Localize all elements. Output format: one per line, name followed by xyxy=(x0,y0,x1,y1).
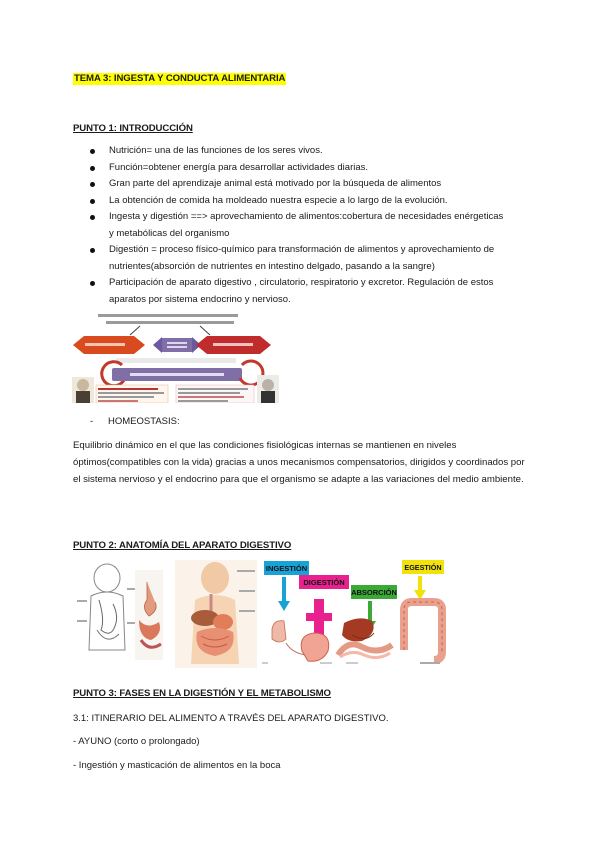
list-item: Gran parte del aprendizaje animal está motivado por la búsqueda de alimentos xyxy=(88,176,508,193)
line-ayuno: - AYUNO (corto o prolongado) xyxy=(73,736,200,747)
list-item: Ingesta y digestión ==> aprovechamiento de alimentos:cobertura de necesidades enérgeticas y metabólicas del organismo xyxy=(88,209,508,242)
subheading-itinerario: 3.1: ITINERARIO DEL ALIMENTO A TRAVÉS DEL APARATO DIGESTIVO. xyxy=(73,713,389,724)
intro-bullet-list xyxy=(88,143,508,308)
section-heading-fases: PUNTO 3: FASES EN LA DIGESTIÓN Y EL METABOLISMO xyxy=(73,688,331,699)
regulation-diagram-image xyxy=(70,311,282,403)
large-intestine-image xyxy=(398,560,448,668)
homeostasis-label: HOMEOSTASIS: xyxy=(108,416,180,427)
stage-egestion-label: EGESTIÓN xyxy=(404,563,442,572)
list-item: Participación de aparato digestivo , circulatorio, respiratorio y excretor. Regulación de estos aparatos por sistema endocrino y nervioso. xyxy=(88,275,508,308)
stage-digestion-label: DIGESTIÓN xyxy=(303,578,345,587)
list-item: Digestión = proceso físico-químico para transformación de alimentos y aprovechamiento de nutrientes(absorción de nutrientes en intestino delgado, pasando a la sangre) xyxy=(88,242,508,275)
list-item: Función=obtener energía para desarrollar actividades diarias. xyxy=(88,160,508,177)
regulation-diagram-figure xyxy=(70,311,282,403)
stage-absorption-label: ABSORCIÓN xyxy=(351,588,397,597)
list-item: Nutrición= una de las funciones de los seres vivos. xyxy=(88,143,508,160)
section-heading-introduccion: PUNTO 1: INTRODUCCIÓN xyxy=(73,123,193,134)
line-ingestion: - Ingestión y masticación de alimentos en la boca xyxy=(73,760,281,771)
page-title: TEMA 3: INGESTA Y CONDUCTA ALIMENTARIA xyxy=(74,73,286,84)
homeostasis-definition: Equilibrio dinámico en el que las condiciones fisiológicas internas se mantienen en niveles óptimos(compatibles con la vida) gracias a unos mecanismos compensatorios, dirigidos y coordinados por el sistema nervioso y el endocrino para que el organismo se adapte a las variaciones del medio ambiente. xyxy=(73,440,525,485)
digestive-anatomy-image xyxy=(77,560,257,668)
section-heading-anatomia: PUNTO 2: ANATOMÍA DEL APARATO DIGESTIVO xyxy=(73,540,292,551)
large-intestine-figure xyxy=(398,560,448,668)
homeostasis-dash: - xyxy=(90,416,94,427)
digestive-anatomy-figure xyxy=(77,560,257,668)
list-item: La obtención de comida ha moldeado nuestra especie a lo largo de la evolución. xyxy=(88,193,508,210)
stage-ingestion-label: INGESTIÓN xyxy=(265,564,308,573)
